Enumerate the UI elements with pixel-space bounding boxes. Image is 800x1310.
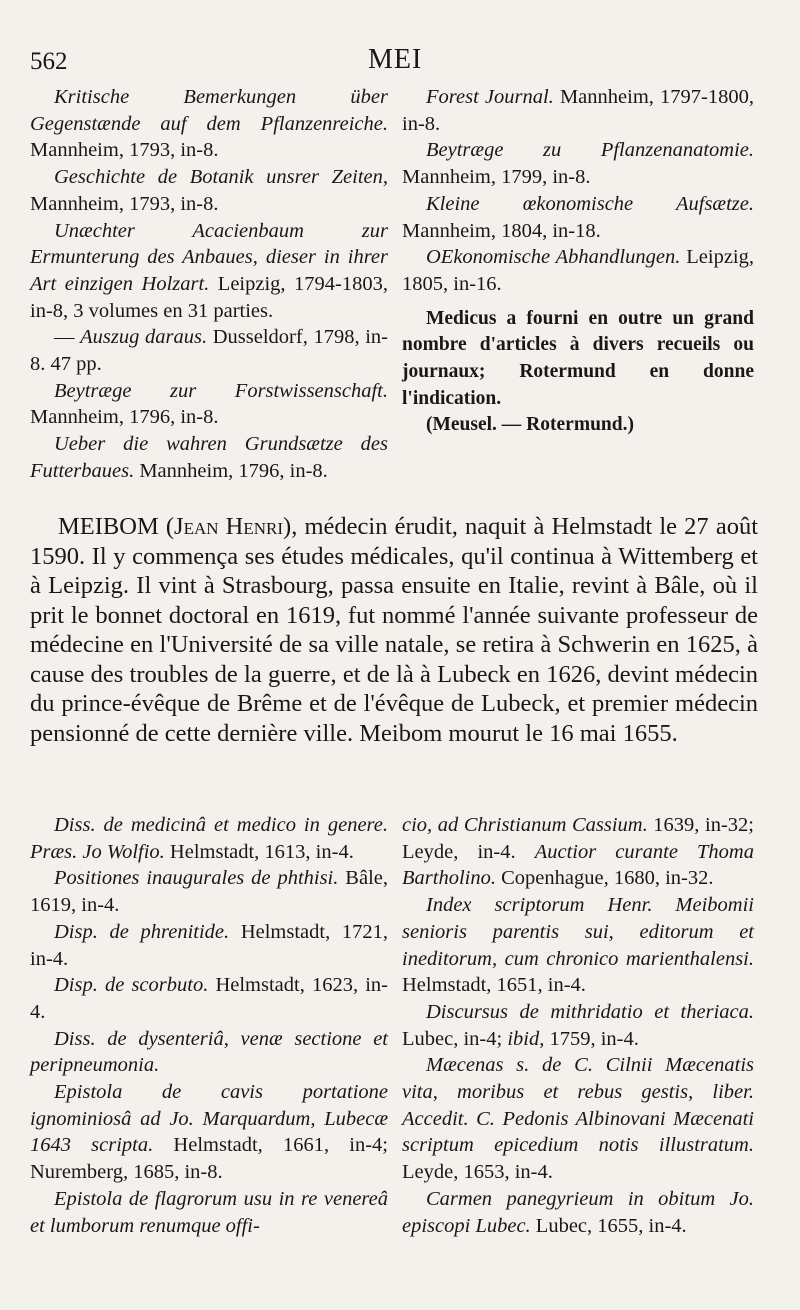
bibliography-entry [30,1186,388,1239]
bibliography-entry [402,244,754,297]
bibliography-entry [402,137,754,190]
entry-imprint: Mannheim, 1793, in-8. [30,139,219,162]
entry-imprint: Leipzig, 1805, in-16. [402,246,754,295]
right-column-bottom [402,812,754,1239]
source-citation: (Meusel. — Rotermund.) [426,414,634,436]
entry-imprint: Leyde, 1653, in-4. [402,1161,553,1184]
bibliography-entry [402,892,754,999]
entry-title: Index scriptorum Henr. Meibomii senioris parentis sui, editorum et ineditorum, cum chronico marienthalensi. [402,894,754,970]
entry-imprint: Lubec, in-4; [402,1027,508,1050]
entry-imprint: Mannheim, 1799, in-8. [402,166,591,189]
bibliography-entry [30,1079,388,1186]
main-entry [30,512,758,748]
running-head: MEI [368,44,423,75]
entry-title: Kleine œkonomische Aufsætze. [426,192,754,215]
entry-title: OEkonomische Abhandlungen. [426,246,681,269]
entry-title: cio, ad Christianum Cassium. [402,814,648,836]
entry-imprint: Mannheim, 1796, in-8. [134,459,328,482]
entry-imprint: Helmstadt, 1623, in-4. [30,974,388,1023]
entry-title: Auszug daraus. [80,326,208,349]
right-column-top [402,84,754,439]
entry-title: Mæcenas s. de C. Cilnii Mæcenatis vita, moribus et rebus gestis, liber. Accedit. C. Pedonis Albinovani Mæcenati scriptum epicedium notis illustratum. [402,1054,754,1157]
entry-imprint: Mannheim, 1796, in-8. [30,406,219,429]
left-column-bottom [30,812,388,1239]
entry-imprint: Helmstadt, 1661, in-4; Nuremberg, 1685, in-8. [30,1134,388,1184]
entry-imprint: Helmstadt, 1721, in-4. [30,920,388,970]
bibliography-entry [402,812,754,892]
entry-title: Disp. de scorbuto. [54,974,209,997]
bibliography-entry [30,164,388,217]
entry-imprint: Copenhague, 1680, in-32. [495,867,714,890]
bibliography-entry [30,919,388,972]
bibliography-entry [30,812,388,865]
entry-imprint: 1759, in-4. [544,1027,639,1050]
entry-title: Geschichte de Botanik unsrer Zeiten, [54,166,388,189]
entry-imprint: 1639, in-32; Leyde, in-4. [402,814,754,863]
entry-title: Kritische Bemerkungen über Gegenstænde auf dem Pflanzenreiche. [30,86,388,135]
bibliography-entry [30,972,388,1025]
entry-title: ibid, [507,1027,545,1050]
entry-title: Epistola de cavis portatione ignominiosâ ad Jo. Marquardum, Lubecæ 1643 scripta. [30,1081,388,1157]
bibliography-entry [30,431,388,484]
entry-imprint: Helmstadt, 1651, in-4. [402,974,586,997]
entry-imprint: Bâle, 1619, in-4. [30,867,388,917]
entry-title: Diss. de medicinâ et medico in genere. Præs. Jo Wolfio. [30,814,388,863]
entry-title: Beytræge zu Pflanzenanatomie. [426,139,754,162]
entry-title: Epistola de flagrorum usu in re venereâ et lumborum renumque offi- [30,1187,388,1237]
entry-given-name: (Jean Henri) [165,513,292,540]
bibliography-entry [402,1186,754,1239]
bibliography-entry [30,324,388,377]
entry-imprint: Helmstadt, 1613, in-4. [164,840,354,863]
bibliography-entry [402,999,754,1052]
note-paragraph: Medicus a fourni en outre un grand nombre d'articles à divers recueils ou journaux; Rotermund en donne l'indication. [402,307,754,409]
entry-imprint: Dusseldorf, 1798, in-8. 47 pp. [30,326,388,376]
entry-title: Unæchter Acacienbaum zur Ermunterung des Anbaues, dieser in ihrer Art einzigen Holzart. [30,219,388,295]
entry-title: Auctior curante Thoma Bartholino. [402,840,754,890]
bibliography-entry [30,84,388,164]
left-column-top [30,84,388,485]
bibliography-entry [30,1026,388,1079]
bibliography-entry [402,1052,754,1186]
right-top-list [402,84,754,298]
entry-imprint: Mannheim, 1793, in-8. [30,192,219,215]
entry-lead: — [54,326,81,349]
entry-title: Carmen panegyrieum in obitum Jo. episcopi Lubec. [402,1187,754,1237]
bibliography-entry [402,84,754,137]
entry-paragraph [30,512,758,748]
entry-name: MEIBOM [58,513,159,540]
entry-text: , médecin érudit, naquit à Helmstadt le 27 août 1590. Il y commença ses études médicales, qu'il continua à Wittemberg et à Leipzig. Il vint à Strasbourg, passa ensuite en Italie, revint à Bâle, où il prit le bonnet doctoral en 1619, fut nommé l'année suivante professeur de médecine en l'Université de sa ville natale, se retira à Schwerin en 1625, à cause des troubles de la guerre, et de là à Lubeck en 1626, devint médecin du prince-évêque de Brême et de l'évêque de Lubeck, et premier médecin pensionné de cette dernière ville. Meibom mourut le 16 mai 1655. [30,513,759,747]
bibliography-entry [30,218,388,325]
bibliography-entry [30,378,388,431]
entry-title: Forest Journal. [426,86,554,108]
bibliography-entry [402,191,754,244]
entry-title: Positiones inaugurales de phthisi. [54,867,339,890]
bibliography-entry [30,865,388,918]
entry-imprint: Lubec, 1655, in-4. [530,1214,687,1237]
entry-title: Diss. de dysenteriâ, venæ sectione et peripneumonia. [30,1027,388,1077]
entry-imprint: Mannheim, 1797-1800, in-8. [402,86,754,135]
entry-title: Beytræge zur Forstwissenschaft. [54,379,388,402]
page-number: 562 [30,48,68,75]
entry-title: Discursus de mithridatio et theriaca. [426,1000,754,1023]
entry-title: Disp. de phrenitide. [54,920,230,943]
entry-imprint: Mannheim, 1804, in-18. [402,219,601,242]
entry-title: Ueber die wahren Grundsætze des Futterbaues. [30,433,388,482]
entry-imprint: Leipzig, 1794-1803, in-8, 3 volumes en 31 parties. [30,272,388,322]
